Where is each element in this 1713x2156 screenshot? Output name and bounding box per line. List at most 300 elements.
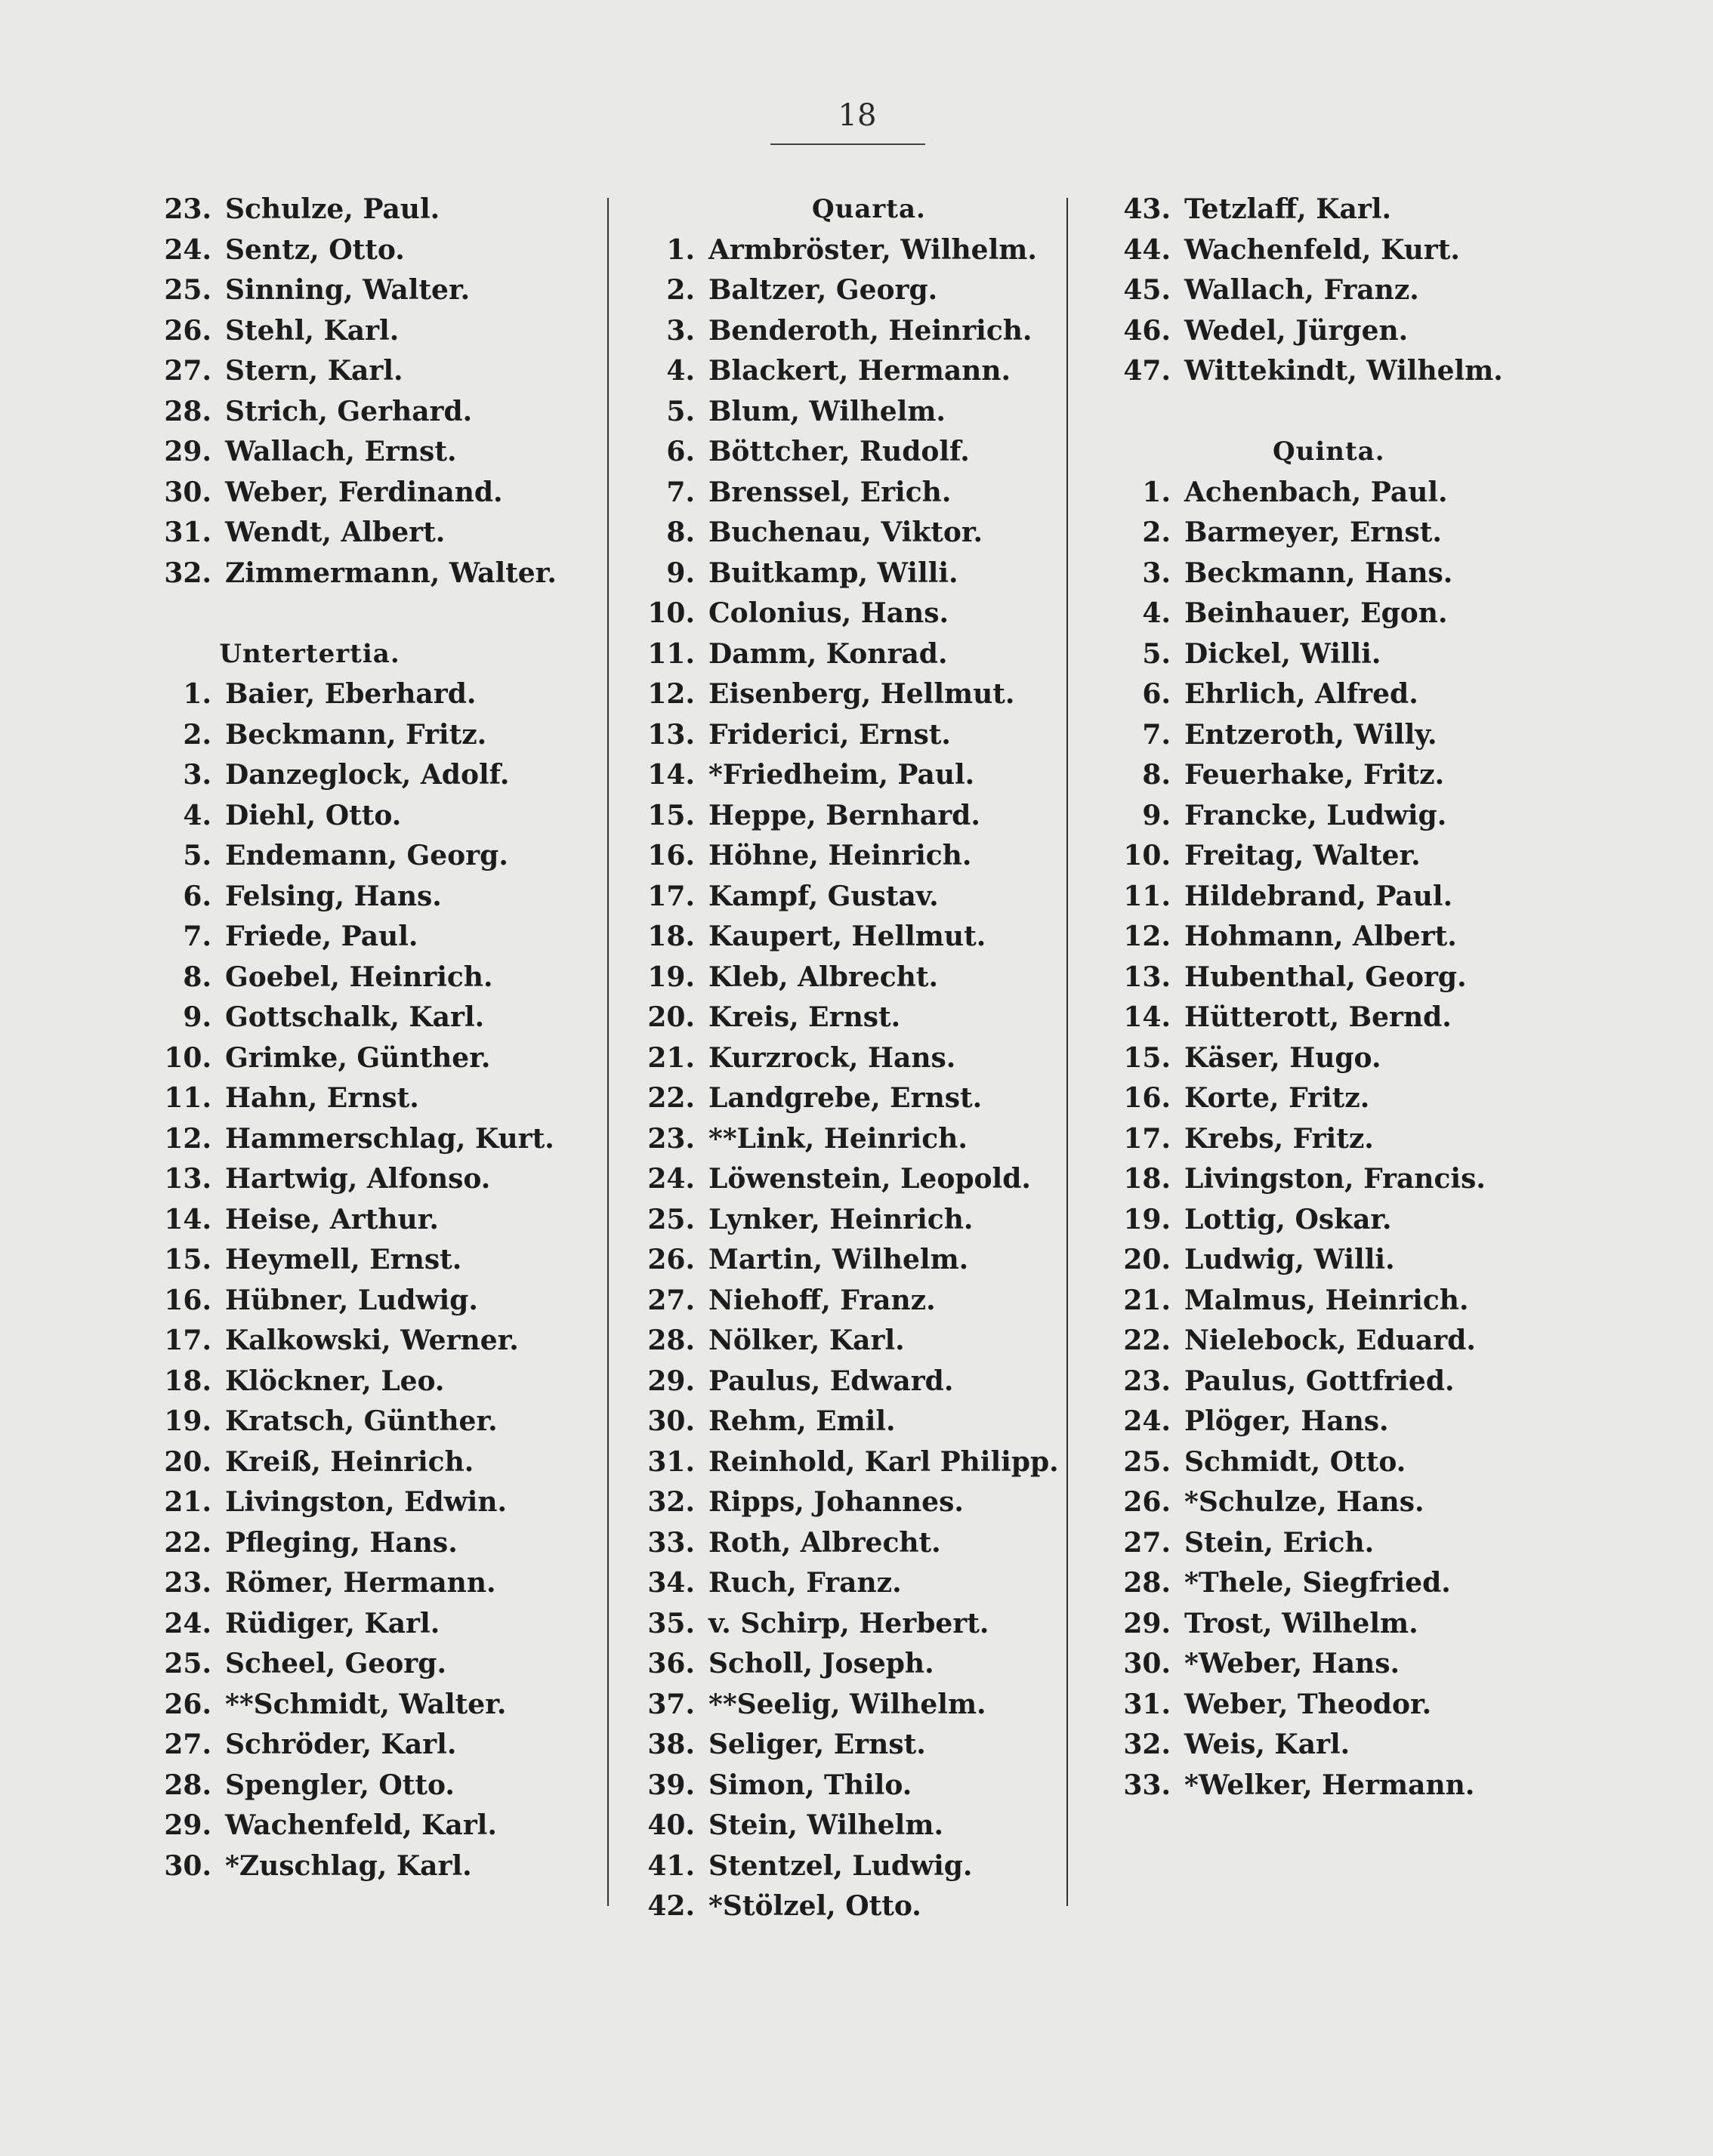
student-name: Wallach, Ernst.	[225, 436, 457, 467]
entry-number: 6.	[1142, 678, 1171, 710]
student-name: Brenssel, Erich.	[708, 476, 952, 508]
student-name: Wachenfeld, Karl.	[225, 1809, 497, 1841]
student-name: Hohmann, Albert.	[1184, 921, 1457, 952]
list-item	[136, 1442, 589, 1483]
entry-number: 19.	[164, 1405, 211, 1437]
student-name: Friede, Paul.	[225, 921, 418, 952]
student-name: Scheel, Georg.	[225, 1648, 446, 1679]
entry-number: 10.	[164, 1041, 211, 1074]
student-name: Hammerschlag, Kurt.	[225, 1122, 554, 1155]
spacer	[136, 594, 589, 634]
list-item	[1095, 958, 1518, 998]
list-item	[619, 1725, 1057, 1766]
entry-number: 34.	[647, 1567, 695, 1599]
student-name: Kreis, Ernst.	[708, 1001, 901, 1033]
entry-number: 36.	[647, 1648, 695, 1679]
list-item	[136, 1200, 589, 1241]
list-item	[619, 392, 1057, 433]
list-item	[136, 1321, 589, 1362]
list-item	[136, 1604, 589, 1645]
student-name: Kaupert, Hellmut.	[708, 921, 986, 952]
list-item	[136, 1038, 589, 1079]
student-name: Stentzel, Ludwig.	[708, 1849, 973, 1882]
entry-number: 44.	[1123, 233, 1171, 266]
student-name: Martin, Wilhelm.	[708, 1244, 969, 1275]
entry-number: 47.	[1123, 355, 1171, 387]
student-name: Blum, Wilhelm.	[708, 395, 946, 427]
list-item	[1095, 715, 1518, 756]
student-name: Höhne, Heinrich.	[708, 840, 972, 871]
entry-number: 37.	[647, 1688, 695, 1720]
student-name: Stein, Erich.	[1184, 1526, 1375, 1559]
list-item	[1095, 1725, 1518, 1766]
list-item	[1095, 1281, 1518, 1322]
entry-number: 22.	[164, 1526, 211, 1559]
list-item	[136, 1685, 589, 1726]
list-item	[1095, 311, 1518, 352]
list-item	[136, 190, 589, 230]
list-item	[1095, 1685, 1518, 1726]
list-item	[136, 392, 589, 433]
student-name: Simon, Thilo.	[708, 1769, 912, 1801]
list-item	[1095, 1321, 1518, 1362]
student-name: Wendt, Albert.	[225, 517, 446, 548]
student-name: **Link, Heinrich.	[708, 1122, 968, 1155]
list-item	[1095, 270, 1518, 311]
entry-number: 32.	[1123, 1729, 1171, 1760]
student-name: Colonius, Hans.	[708, 597, 949, 629]
list-item	[1095, 1240, 1518, 1281]
spacer	[1095, 392, 1518, 433]
list-item	[136, 958, 589, 998]
student-name: Korte, Fritz.	[1184, 1082, 1370, 1114]
entry-number: 38.	[647, 1729, 695, 1760]
student-name: *Welker, Hermann.	[1184, 1769, 1475, 1801]
entry-number: 27.	[164, 355, 211, 387]
entry-number: 11.	[647, 637, 695, 670]
entry-number: 40.	[647, 1809, 695, 1841]
student-name: Hildebrand, Paul.	[1184, 880, 1453, 912]
entry-number: 13.	[647, 718, 695, 751]
entry-number: 19.	[647, 961, 695, 993]
list-item	[136, 1846, 589, 1887]
list-item	[136, 1362, 589, 1402]
student-name: Ruch, Franz.	[708, 1567, 902, 1599]
list-item	[619, 351, 1057, 392]
entry-number: 23.	[647, 1122, 695, 1155]
entry-number: 23.	[164, 193, 211, 225]
entry-number: 9.	[1142, 799, 1171, 831]
student-name: v. Schirp, Herbert.	[708, 1607, 989, 1639]
entry-number: 10.	[647, 597, 695, 629]
list-item	[619, 755, 1057, 796]
student-name: Sinning, Walter.	[225, 274, 471, 306]
student-name: Achenbach, Paul.	[1184, 476, 1448, 508]
entry-number: 11.	[164, 1082, 211, 1114]
student-name: Hahn, Ernst.	[225, 1082, 419, 1114]
list-item	[619, 1402, 1057, 1442]
list-item	[619, 1078, 1057, 1119]
student-name: Heymell, Ernst.	[225, 1244, 462, 1275]
student-name: *Thele, Siegfried.	[1184, 1567, 1451, 1599]
list-item	[1095, 351, 1518, 392]
student-name: Francke, Ludwig.	[1184, 799, 1447, 831]
list-item	[1095, 513, 1518, 554]
list-item	[1095, 1159, 1518, 1200]
student-name: Rüdiger, Karl.	[225, 1607, 440, 1639]
list-item	[136, 513, 589, 554]
entry-number: 16.	[1123, 1082, 1171, 1114]
student-name: Zimmermann, Walter.	[225, 557, 557, 589]
student-name: *Friedheim, Paul.	[708, 759, 975, 791]
entry-number: 7.	[183, 921, 211, 952]
column-divider-right	[1066, 198, 1068, 1906]
list-item	[1095, 1523, 1518, 1564]
column-divider-left	[607, 198, 609, 1906]
entry-number: 17.	[1123, 1122, 1171, 1155]
entry-number: 18.	[1123, 1163, 1171, 1195]
student-name: Hubenthal, Georg.	[1184, 961, 1467, 993]
entry-number: 3.	[1142, 557, 1171, 589]
list-item	[619, 958, 1057, 998]
student-name: Pfleging, Hans.	[225, 1526, 458, 1559]
list-item	[1095, 917, 1518, 958]
list-item	[619, 1281, 1057, 1322]
student-name: Seliger, Ernst.	[708, 1729, 926, 1760]
student-name: Sentz, Otto.	[225, 233, 405, 266]
entry-number: 29.	[647, 1365, 695, 1397]
list-item	[136, 1725, 589, 1766]
list-item	[1095, 1563, 1518, 1604]
list-item	[619, 1200, 1057, 1241]
student-name: Ludwig, Willi.	[1184, 1244, 1395, 1275]
student-name: Buitkamp, Willi.	[708, 557, 958, 589]
student-name: *Schulze, Hans.	[1184, 1486, 1424, 1518]
list-item	[619, 594, 1057, 634]
list-item	[619, 473, 1057, 514]
list-item	[1095, 554, 1518, 594]
list-item	[619, 1766, 1057, 1806]
list-item	[1095, 230, 1518, 271]
student-name: Lottig, Oskar.	[1184, 1203, 1392, 1235]
list-item	[1095, 1442, 1518, 1483]
entry-number: 21.	[164, 1486, 211, 1518]
entry-number: 15.	[1123, 1041, 1171, 1074]
list-item	[136, 230, 589, 271]
entry-number: 21.	[1123, 1284, 1171, 1316]
entry-number: 18.	[647, 921, 695, 952]
list-item	[619, 796, 1057, 837]
entry-number: 3.	[666, 314, 695, 347]
student-name: Paulus, Edward.	[708, 1365, 954, 1397]
student-name: *Stölzel, Otto.	[708, 1890, 921, 1922]
list-item	[1095, 836, 1518, 877]
list-item	[136, 1119, 589, 1160]
entry-number: 32.	[647, 1486, 695, 1518]
entry-number: 17.	[647, 880, 695, 912]
entry-number: 4.	[183, 799, 211, 831]
list-item	[1095, 998, 1518, 1038]
list-item	[619, 1685, 1057, 1726]
column-1-top-list	[136, 190, 589, 594]
list-item	[619, 1119, 1057, 1160]
student-name: Klöckner, Leo.	[225, 1365, 445, 1397]
list-item	[136, 554, 589, 594]
entry-number: 28.	[647, 1325, 695, 1356]
list-item	[136, 715, 589, 756]
list-item	[1095, 1644, 1518, 1685]
entry-number: 39.	[647, 1769, 695, 1801]
entry-number: 2.	[1142, 517, 1171, 548]
list-item	[1095, 1078, 1518, 1119]
list-item	[619, 674, 1057, 715]
list-item	[1095, 1038, 1518, 1079]
student-name: Baier, Eberhard.	[225, 678, 477, 710]
student-name: Landgrebe, Ernst.	[708, 1082, 983, 1114]
student-name: Trost, Wilhelm.	[1184, 1607, 1418, 1639]
entry-number: 18.	[164, 1365, 211, 1397]
entry-number: 43.	[1123, 193, 1171, 225]
student-name: Tetzlaff, Karl.	[1184, 193, 1392, 225]
entry-number: 30.	[1123, 1648, 1171, 1679]
entry-number: 19.	[1123, 1203, 1171, 1235]
list-item	[619, 998, 1057, 1038]
student-name: Blackert, Hermann.	[708, 355, 1011, 387]
list-item	[1095, 1402, 1518, 1442]
entry-number: 7.	[666, 476, 695, 508]
list-item	[619, 1886, 1057, 1927]
entry-number: 29.	[164, 436, 211, 467]
list-item	[136, 755, 589, 796]
list-item	[1095, 1362, 1518, 1402]
entry-number: 31.	[647, 1445, 695, 1478]
entry-number: 32.	[164, 557, 211, 589]
student-name: *Weber, Hans.	[1184, 1648, 1400, 1679]
entry-number: 1.	[666, 233, 695, 266]
entry-number: 14.	[1123, 1001, 1171, 1033]
student-name: Kreiß, Heinrich.	[225, 1445, 474, 1478]
entry-number: 15.	[647, 799, 695, 831]
student-name: Beinhauer, Egon.	[1184, 597, 1448, 629]
entry-number: 20.	[1123, 1244, 1171, 1275]
page-number-rule	[770, 143, 925, 145]
entry-number: 29.	[1123, 1607, 1171, 1639]
student-name: Ehrlich, Alfred.	[1184, 678, 1418, 710]
student-name: Kalkowski, Werner.	[225, 1325, 519, 1356]
list-item	[619, 634, 1057, 675]
list-item	[136, 836, 589, 877]
student-name: Scholl, Joseph.	[708, 1648, 934, 1679]
list-item	[136, 1523, 589, 1564]
list-item	[619, 1321, 1057, 1362]
list-item	[136, 1402, 589, 1442]
student-name: Feuerhake, Fritz.	[1184, 759, 1445, 791]
entry-number: 1.	[1142, 476, 1171, 508]
entry-number: 14.	[647, 759, 695, 791]
list-item	[1095, 594, 1518, 634]
list-item	[136, 473, 589, 514]
student-name: Endemann, Georg.	[225, 840, 508, 871]
column-3-top-list	[1095, 190, 1518, 392]
list-item	[619, 836, 1057, 877]
entry-number: 12.	[1123, 921, 1171, 952]
list-item	[619, 877, 1057, 918]
list-item	[136, 1806, 589, 1846]
list-item	[619, 1362, 1057, 1402]
student-name: Felsing, Hans.	[225, 880, 442, 912]
entry-number: 10.	[1123, 840, 1171, 871]
student-name: Stehl, Karl.	[225, 314, 400, 347]
entry-number: 24.	[164, 1607, 211, 1639]
student-name: **Schmidt, Walter.	[225, 1688, 507, 1720]
list-item	[1095, 1766, 1518, 1806]
student-name: Weber, Ferdinand.	[225, 476, 503, 508]
list-item	[1095, 1119, 1518, 1160]
entry-number: 31.	[164, 517, 211, 548]
list-item	[136, 1766, 589, 1806]
student-name: Römer, Hermann.	[225, 1567, 496, 1599]
list-item	[619, 1604, 1057, 1645]
list-item	[136, 877, 589, 918]
entry-number: 23.	[1123, 1365, 1171, 1397]
student-name: Hütterott, Bernd.	[1184, 1001, 1452, 1033]
entry-number: 20.	[647, 1001, 695, 1033]
list-item	[136, 351, 589, 392]
entry-number: 9.	[666, 557, 695, 589]
entry-number: 5.	[666, 395, 695, 427]
entry-number: 33.	[1123, 1769, 1171, 1801]
list-item	[1095, 1482, 1518, 1523]
entry-number: 24.	[164, 233, 211, 266]
student-name: Entzeroth, Willy.	[1184, 718, 1437, 751]
list-item	[136, 796, 589, 837]
list-item	[619, 917, 1057, 958]
list-item	[619, 1644, 1057, 1685]
student-name: Löwenstein, Leopold.	[708, 1163, 1031, 1195]
student-name: Böttcher, Rudolf.	[708, 436, 970, 467]
student-name: Spengler, Otto.	[225, 1769, 455, 1801]
list-item	[136, 1563, 589, 1604]
list-item	[619, 1240, 1057, 1281]
student-name: Beckmann, Hans.	[1184, 557, 1453, 589]
student-name: Nölker, Karl.	[708, 1325, 905, 1356]
entry-number: 25.	[1123, 1445, 1171, 1478]
list-item	[1095, 1604, 1518, 1645]
entry-number: 29.	[164, 1809, 211, 1841]
list-item	[136, 917, 589, 958]
entry-number: 41.	[647, 1849, 695, 1882]
entry-number: 7.	[1142, 718, 1171, 751]
entry-number: 15.	[164, 1244, 211, 1275]
entry-number: 28.	[164, 1769, 211, 1801]
student-name: Livingston, Edwin.	[225, 1486, 508, 1518]
entry-number: 4.	[666, 355, 695, 387]
entry-number: 46.	[1123, 314, 1171, 347]
entry-number: 6.	[666, 436, 695, 467]
entry-number: 12.	[647, 678, 695, 710]
list-item	[619, 1442, 1057, 1483]
student-name: Goebel, Heinrich.	[225, 961, 493, 993]
student-name: Strich, Gerhard.	[225, 395, 473, 427]
entry-number: 12.	[164, 1122, 211, 1155]
student-name: Reinhold, Karl Philipp.	[708, 1445, 1059, 1478]
list-item	[619, 1159, 1057, 1200]
student-name: Ripps, Johannes.	[708, 1486, 964, 1518]
entry-number: 23.	[164, 1567, 211, 1599]
list-item	[619, 230, 1057, 271]
student-name: Weber, Theodor.	[1184, 1688, 1432, 1720]
entry-number: 16.	[647, 840, 695, 871]
column-1-list	[136, 674, 589, 1886]
entry-number: 25.	[164, 274, 211, 306]
entry-number: 30.	[164, 476, 211, 508]
entry-number: 30.	[647, 1405, 695, 1437]
student-name: Heise, Arthur.	[225, 1203, 439, 1235]
entry-number: 9.	[183, 1001, 211, 1033]
list-item	[619, 554, 1057, 594]
list-item	[1095, 190, 1518, 230]
entry-number: 28.	[1123, 1567, 1171, 1599]
entry-number: 13.	[1123, 961, 1171, 993]
student-name: Kratsch, Günther.	[225, 1405, 498, 1437]
list-item	[619, 270, 1057, 311]
student-name: Eisenberg, Hellmut.	[708, 678, 1015, 710]
list-item	[1095, 1200, 1518, 1241]
entry-number: 8.	[1142, 759, 1171, 791]
entry-number: 27.	[1123, 1526, 1171, 1559]
student-name: Diehl, Otto.	[225, 799, 402, 831]
list-item	[136, 1078, 589, 1119]
student-name: Malmus, Heinrich.	[1184, 1284, 1469, 1316]
student-name: Stern, Karl.	[225, 355, 403, 387]
entry-number: 28.	[164, 395, 211, 427]
list-item	[619, 715, 1057, 756]
list-item	[1095, 473, 1518, 514]
list-item	[136, 1240, 589, 1281]
entry-number: 22.	[647, 1082, 695, 1114]
list-item	[1095, 796, 1518, 837]
column-2	[619, 190, 1057, 1927]
entry-number: 26.	[164, 1688, 211, 1720]
student-name: Benderoth, Heinrich.	[708, 314, 1032, 347]
entry-number: 35.	[647, 1607, 695, 1639]
column-3	[1095, 190, 1518, 1806]
list-item	[619, 513, 1057, 554]
entry-number: 33.	[647, 1526, 695, 1559]
section-title-untertertia: Untertertia.	[219, 638, 400, 669]
list-item	[619, 1846, 1057, 1887]
entry-number: 25.	[164, 1648, 211, 1679]
student-name: Schröder, Karl.	[225, 1729, 457, 1760]
entry-number: 27.	[164, 1729, 211, 1760]
entry-number: 26.	[164, 314, 211, 347]
entry-number: 1.	[183, 678, 211, 710]
list-item	[1095, 634, 1518, 675]
column-1	[136, 190, 589, 1886]
list-item	[1095, 755, 1518, 796]
student-name: Armbröster, Wilhelm.	[708, 233, 1037, 266]
entry-number: 6.	[183, 880, 211, 912]
student-name: Dickel, Willi.	[1184, 637, 1381, 670]
student-name: **Seelig, Wilhelm.	[708, 1688, 986, 1720]
list-item	[619, 432, 1057, 473]
student-name: Barmeyer, Ernst.	[1184, 517, 1442, 548]
entry-number: 26.	[1123, 1486, 1171, 1518]
student-name: Kleb, Albrecht.	[708, 961, 939, 993]
column-2-list	[619, 230, 1057, 1927]
entry-number: 27.	[647, 1284, 695, 1316]
entry-number: 17.	[164, 1325, 211, 1356]
